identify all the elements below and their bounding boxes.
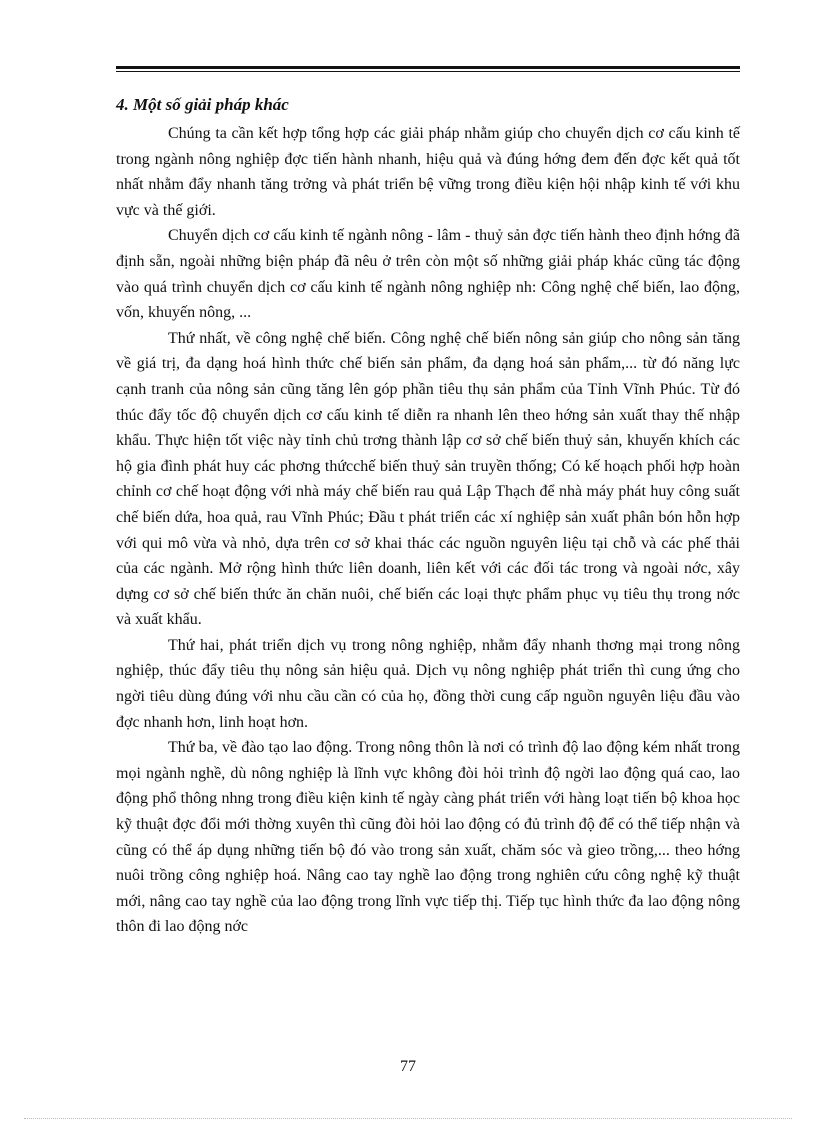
page-number: 77 [400,1058,416,1075]
header-rule-thick [116,66,740,69]
paragraph-restructuring: Chuyển dịch cơ cấu kinh tế ngành nông - lâm - thuỷ sản đợc tiến hành theo định hớng đã định sẵn, ngoài những biện pháp đã nêu ở trên còn một số những giải pháp khác cũng tác động vào quá trình chuyển dịch cơ cấu kinh tế ngành nông nghiệp nh: Công nghệ chế biến, lao động, vốn, khuyến nông, ... [116,227,740,322]
paragraph-agri-services: Thứ hai, phát triển dịch vụ trong nông nghiệp, nhằm đẩy nhanh thơng mại trong nông nghiệp, thúc đẩy tiêu thụ nông sản hiệu quả. Dịch vụ nông nghiệp phát triển thì cung ứng cho ngời tiêu dùng đúng với nhu cầu cần có của họ, đồng thời cung cấp nguồn nguyên liệu đầu vào đợc nhanh hơn, linh hoạt hơn. [116,636,740,731]
paragraph-intro: Chúng ta cần kết hợp tổng hợp các giải pháp nhằm giúp cho chuyển dịch cơ cấu kinh tế trong ngành nông nghiệp đợc tiến hành nhanh, hiệu quả và đúng hớng đem đến đợc kết quả tốt nhất nhằm đẩy nhanh tăng trởng và phát triển bệ vững trong điều kiện hội nhập kinh tế với khu vực và thế giới. [116,125,740,219]
section-heading: 4. Một số giải pháp khác [116,95,289,114]
paragraph-labor-training: Thứ ba, về đào tạo lao động. Trong nông thôn là nơi có trình độ lao động kém nhất trong mọi ngành nghề, dù nông nghiệp là lĩnh vực không đòi hỏi trình độ ngời lao động quá cao, lao động phổ thông nhng trong điều kiện kinh tế ngày càng phát triển với hàng loạt tiến bộ khoa học kỹ thuật đợc đổi mới thờng xuyên thì cũng đòi hỏi lao động có đủ trình độ để có thể tiếp nhận và cũng có thể áp dụng những tiến bộ đó vào trong sản xuất, chăm sóc và gieo trồng,... theo hớng nuôi trồng công nghiệp hoá. Nâng cao tay nghề lao động trong nghiên cứu công nghệ kỹ thuật mới, nâng cao tay nghề của lao động trong lĩnh vực tiếp thị. Tiếp tục hình thức đa lao động nông thôn đi lao động nớc [116,739,740,936]
page-bottom-dotted-border [24,1118,792,1119]
header-rule-thin [116,71,740,72]
paragraph-processing-technology: Thứ nhất, về công nghệ chế biến. Công nghệ chế biến nông sản giúp cho nông sản tăng về giá trị, đa dạng hoá hình thức chế biến sản phẩm, đa dạng hoá sản phẩm,... từ đó năng lực cạnh tranh của nông sản cũng tăng lên góp phần tiêu thụ sản phẩm của Tỉnh Vĩnh Phúc. Từ đó thúc đẩy tốc độ chuyển dịch cơ cấu kinh tế diễn ra nhanh lên theo hớng sản xuất thay thế nhập khẩu. Thực hiện tốt việc này tỉnh chủ trơng thành lập cơ sở chế biến thuỷ sản, khuyến khích các hộ gia đình phát huy các phơng thứcchế biến thuỷ sản truyền thống; Có kế hoạch phối hợp hoàn chỉnh cơ chế hoạt động với nhà máy chế biến rau quả Lập Thạch để nhà máy phát huy công suất chế biến dứa, hoa quả, rau Vĩnh Phúc; Đầu t phát triển các xí nghiệp sản xuất phân bón hỗn hợp với qui mô vừa và nhỏ, dựa trên cơ sở khai thác các nguồn nguyên liệu tại chỗ và các phế thải của các ngành. Mở rộng hình thức liên doanh, liên kết với các đối tác trong và ngoài nớc, xây dựng cơ sở chế biến thức ăn chăn nuôi, chế biến các loại thực phẩm phục vụ tiêu thụ trong nớc và xuất khẩu. [116,329,740,629]
page-body [116,92,740,940]
